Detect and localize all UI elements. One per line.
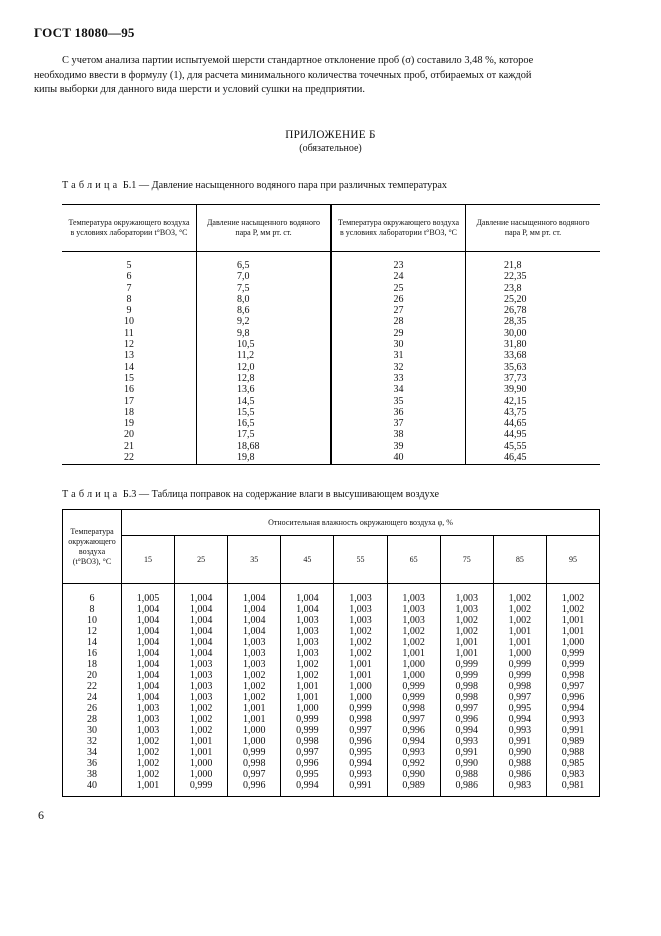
table-b1-cell: 26,78 [504, 305, 527, 317]
table-b3-caption-text: Б.3 — Таблица поправок на содержание влаги в высушивающем воздухе [122, 489, 439, 500]
table-b3-cell: 1,002 [561, 604, 585, 615]
table-b3-cell: 1,003 [189, 681, 213, 692]
table-b1-cell: 12,0 [237, 361, 255, 373]
table-b1-cell: 9,2 [237, 316, 250, 328]
table-b3-cell: 1,004 [136, 615, 160, 626]
table-b3-cell: 1,002 [189, 714, 213, 725]
table-b3-cell: 1,003 [296, 626, 319, 637]
table-b3-cell: 0,988 [508, 758, 532, 769]
table-b3-temp-cell: 12 [87, 626, 97, 637]
table-b1-cell: 11 [124, 327, 134, 339]
table-b1-header-pressure-right: Давление насыщенного водяного пара P, мм рт. ст. [466, 205, 601, 252]
table-b3-cell: 0,990 [402, 769, 425, 780]
table-b3-cell: 0,996 [243, 780, 266, 791]
table-b1-cell: 17 [124, 395, 134, 407]
table-b3-cell: 0,983 [561, 769, 585, 780]
table-b3-cell: 1,000 [402, 659, 425, 670]
table-b1-cell: 44,65 [504, 418, 527, 430]
table-b3-cell: 1,001 [189, 747, 213, 758]
table-b3-cell: 1,002 [136, 736, 160, 747]
table-b3-cell: 0,996 [561, 692, 585, 703]
table-b1-cell: 39 [393, 440, 404, 452]
table-b1-caption-text: Б.1 — Давление насыщенного водяного пара при различных температурах [122, 180, 447, 191]
table-b3-cell: 1,004 [136, 670, 160, 681]
table-b3-cell: 1,002 [243, 670, 266, 681]
table-b3-cell: 0,991 [508, 736, 532, 747]
table-b1-cell: 15,5 [237, 406, 255, 418]
table-b1-cell: 14 [124, 361, 134, 373]
table-b3-cell: 1,000 [561, 637, 585, 648]
table-b3 [62, 509, 600, 797]
table-b3-cell: 1,002 [136, 758, 160, 769]
table-b3-cell: 1,004 [296, 604, 319, 615]
table-b3-column [281, 584, 334, 797]
table-b1-cell: 23,8 [504, 282, 522, 294]
table-b3-cell: 0,994 [349, 758, 372, 769]
table-b3-cell: 1,004 [189, 637, 213, 648]
table-b1-cell: 23 [393, 260, 404, 271]
table-b3-cell: 0,999 [402, 681, 425, 692]
table-b3-cell: 1,002 [136, 747, 160, 758]
table-b3-cell: 1,003 [243, 648, 266, 659]
table-b3-cell: 1,003 [402, 615, 425, 626]
table-b3-humidity-header: 15 [122, 536, 175, 584]
table-b3-cell: 1,004 [136, 604, 160, 615]
table-b3-cell: 1,003 [243, 637, 266, 648]
table-b1-cell: 26 [393, 293, 404, 305]
appendix-title: ПРИЛОЖЕНИЕ Б [285, 129, 376, 141]
table-b3-cell: 0,998 [402, 703, 425, 714]
table-b1-pressure-left [197, 252, 332, 465]
table-b3-cell: 0,990 [508, 747, 532, 758]
table-b1-cell: 29 [393, 327, 404, 339]
table-b3-cell: 1,003 [402, 593, 425, 604]
table-b3-column [493, 584, 546, 797]
table-b1-cell: 7,0 [237, 271, 250, 283]
table-b1-cell: 25 [393, 282, 404, 294]
table-b3-group-header: Относительная влажность окружающего воздуха φ, % [122, 510, 600, 536]
table-b3-cell: 0,999 [296, 725, 319, 736]
table-b3-cell: 0,999 [243, 747, 266, 758]
table-b3-column [546, 584, 599, 797]
table-b3-cell: 1,001 [561, 626, 585, 637]
table-b3-cell: 1,001 [349, 659, 372, 670]
table-b3-cell: 0,995 [349, 747, 372, 758]
table-b1-cell: 39,90 [504, 384, 527, 396]
table-b3-cell: 1,001 [296, 681, 319, 692]
table-b3-cell: 0,994 [402, 736, 425, 747]
table-b3-cell: 0,988 [455, 769, 478, 780]
table-b1-cell: 24 [393, 271, 404, 283]
table-b3-cell: 0,999 [296, 714, 319, 725]
table-b3-cell: 0,996 [402, 725, 425, 736]
table-b3-cell: 1,003 [296, 637, 319, 648]
table-b3-cell: 1,001 [189, 736, 213, 747]
table-b3-temp-cell: 14 [87, 637, 97, 648]
table-b3-cell: 0,997 [561, 681, 585, 692]
intro-line-1: С учетом анализа партии испытуемой шерсти стандартное отклонение проб (σ) составило 3,48 %, которое [62, 55, 534, 66]
table-b1-cell: 42,15 [504, 395, 527, 407]
table-b1-cell: 10 [124, 316, 134, 328]
table-b3-cell: 1,002 [402, 637, 425, 648]
table-b3-cell: 0,996 [296, 758, 319, 769]
table-b3-column [122, 584, 175, 797]
table-b1-cell: 14,5 [237, 395, 255, 407]
table-b3-cell: 1,004 [136, 648, 160, 659]
table-b1-cell: 7,5 [237, 282, 250, 294]
table-b3-cell: 1,000 [189, 769, 213, 780]
table-b3-cell: 1,003 [296, 615, 319, 626]
table-b3-cell: 0,995 [508, 703, 532, 714]
table-b3-cell: 0,999 [189, 780, 213, 791]
table-b3-cell: 1,001 [508, 626, 532, 637]
table-b3-cell: 0,983 [508, 780, 532, 791]
table-b1-cell: 17,5 [237, 429, 255, 441]
table-b3-cell: 0,999 [402, 692, 425, 703]
table-b3-cell: 1,000 [349, 692, 372, 703]
table-b1-cell: 16,5 [237, 418, 255, 430]
table-b3-temp-cell: 10 [87, 615, 97, 626]
table-b3-cell: 0,997 [455, 703, 478, 714]
table-b3-cell: 0,981 [561, 780, 585, 791]
table-b1-cell: 37 [393, 418, 404, 430]
table-b1-cell: 10,5 [237, 339, 255, 351]
table-b3-cell: 1,004 [136, 626, 160, 637]
table-b3-cell: 1,002 [243, 681, 266, 692]
table-b1-cell: 13,6 [237, 384, 255, 396]
table-b3-humidity-header: 65 [387, 536, 440, 584]
table-b1-cell: 8,6 [237, 305, 250, 317]
table-b1-cell: 43,75 [504, 406, 527, 418]
table-b3-cell: 1,002 [243, 692, 266, 703]
table-b3-cell: 1,002 [402, 626, 425, 637]
table-b3-cell: 1,003 [136, 703, 160, 714]
table-b3-cell: 0,997 [402, 714, 425, 725]
table-b3-cell: 1,002 [349, 648, 372, 659]
table-b3-cell: 0,998 [455, 681, 478, 692]
table-b3-cell: 0,991 [349, 780, 372, 791]
table-b3-cell: 1,004 [136, 681, 160, 692]
table-b3-cell: 0,989 [402, 780, 425, 791]
table-b3-cell: 1,001 [349, 670, 372, 681]
table-b3-cell: 0,995 [296, 769, 319, 780]
table-b3-cell: 1,002 [455, 615, 478, 626]
table-b3-cell: 0,993 [561, 714, 585, 725]
table-b3-cell: 1,001 [455, 648, 478, 659]
table-b1-cell: 44,95 [504, 429, 527, 441]
table-b3-cell: 0,989 [561, 736, 585, 747]
table-b1-header-temp-right: Температура окружающего воздуха в условиях лаборатории t°ВОЗ, °C [331, 205, 466, 252]
table-b3-humidity-header: 45 [281, 536, 334, 584]
table-b1-cell: 12,8 [237, 372, 255, 384]
table-b3-cell: 1,002 [508, 593, 532, 604]
table-b1-cell: 21,8 [504, 260, 522, 271]
table-b3-cell: 0,998 [296, 736, 319, 747]
table-b3-cell: 1,002 [349, 637, 372, 648]
table-b3-cell: 0,996 [349, 736, 372, 747]
table-b3-humidity-header: 95 [546, 536, 599, 584]
table-b3-cell: 0,998 [243, 758, 266, 769]
table-b3-cell: 1,003 [402, 604, 425, 615]
table-b3-cell: 0,994 [508, 714, 532, 725]
table-b3-cell: 0,997 [349, 725, 372, 736]
table-b3-temp-cell: 22 [87, 681, 97, 692]
table-b3-column [387, 584, 440, 797]
table-b1-cell: 37,73 [504, 372, 527, 384]
table-b3-cell: 1,001 [136, 780, 160, 791]
table-b3-cell: 1,004 [296, 593, 319, 604]
table-b1-cell: 33,68 [504, 350, 527, 362]
table-b1-cell: 9,8 [237, 327, 250, 339]
table-b3-cell: 1,003 [189, 670, 213, 681]
table-b3-cell: 1,003 [455, 604, 478, 615]
table-b1-cell: 18 [124, 406, 134, 418]
table-b3-cell: 1,000 [349, 681, 372, 692]
table-b3-row-header: Температура окружающего воздуха (t°ВОЗ), °C [63, 510, 122, 584]
table-b1-caption-word: Таблица [62, 180, 121, 191]
table-b3-caption [62, 489, 439, 500]
table-b3-humidity-header: 35 [228, 536, 281, 584]
table-b1-pressure-right [466, 252, 601, 465]
table-b3-cell: 1,002 [296, 659, 319, 670]
table-b3-cell: 1,002 [561, 593, 585, 604]
table-b3-cell: 1,003 [349, 615, 372, 626]
table-b1-cell: 31 [393, 350, 404, 362]
table-b3-humidity-header: 25 [175, 536, 228, 584]
table-b3-cell: 0,993 [455, 736, 478, 747]
table-b3-cell: 1,003 [189, 692, 213, 703]
table-b3-cell: 1,004 [136, 637, 160, 648]
table-b1-cell: 13 [124, 350, 134, 362]
table-b3-cell: 1,004 [243, 615, 266, 626]
table-b3-cell: 1,002 [136, 769, 160, 780]
table-b1-cell: 25,20 [504, 293, 527, 305]
table-b3-cell: 1,003 [243, 659, 266, 670]
table-b1-header-pressure-left: Давление насыщенного водяного пара P, мм рт. ст. [197, 205, 332, 252]
table-b3-cell: 0,999 [455, 670, 478, 681]
table-b3-humidity-header: 85 [493, 536, 546, 584]
table-b3-temp-cell: 28 [87, 714, 97, 725]
table-b3-cell: 0,991 [561, 725, 585, 736]
table-b3-cell: 1,003 [455, 593, 478, 604]
table-b1-cell: 38 [393, 429, 404, 441]
table-b1-cell: 15 [124, 372, 134, 384]
table-b3-temp-cell: 18 [87, 659, 97, 670]
table-b3-cell: 1,003 [136, 714, 160, 725]
table-b3-cell: 0,994 [296, 780, 319, 791]
table-b3-cell: 0,998 [349, 714, 372, 725]
table-b3-cell: 1,004 [243, 626, 266, 637]
table-b1-cell: 20 [124, 429, 134, 441]
table-b3-temp-cell: 32 [87, 736, 97, 747]
table-b3-temp-cell: 20 [87, 670, 97, 681]
table-b3-cell: 1,002 [508, 604, 532, 615]
table-b1-cell: 30 [393, 339, 404, 351]
table-b3-cell: 1,002 [455, 626, 478, 637]
table-b1-cell: 9 [126, 305, 132, 317]
table-b3-cell: 0,986 [508, 769, 532, 780]
table-b1-cell: 46,45 [504, 452, 527, 464]
table-b3-temp-cell: 36 [87, 758, 97, 769]
table-b3-cell: 0,998 [508, 681, 532, 692]
table-b1-cell: 28,35 [504, 316, 527, 328]
table-b1-cell: 5 [126, 260, 132, 271]
table-b3-cell: 1,001 [296, 692, 319, 703]
table-b3-cell: 0,985 [561, 758, 585, 769]
table-b3-cell: 1,004 [136, 659, 160, 670]
intro-line-3: кипы выборки для данного вида шерсти и условий сушки на предприятии. [34, 84, 365, 95]
appendix-subtitle: (обязательное) [299, 143, 362, 154]
table-b3-temp-cell: 16 [87, 648, 97, 659]
table-b3-column [228, 584, 281, 797]
table-b3-cell: 0,999 [455, 659, 478, 670]
table-b3-cell: 1,001 [508, 637, 532, 648]
table-b3-cell: 0,998 [561, 670, 585, 681]
table-b3-cell: 1,001 [561, 615, 585, 626]
table-b1-cell: 11,2 [237, 350, 255, 362]
table-b3-caption-word: Таблица [62, 489, 121, 500]
table-b3-cell: 0,996 [455, 714, 478, 725]
table-b1-cell: 34 [393, 384, 404, 396]
table-b1-cell: 6,5 [237, 260, 250, 271]
table-b1-cell: 16 [124, 384, 134, 396]
table-b1 [62, 204, 600, 462]
table-b3-cell: 0,990 [455, 758, 478, 769]
table-b3-temp-cell: 38 [87, 769, 97, 780]
table-b3-cell: 0,997 [296, 747, 319, 758]
table-b3-cell: 1,003 [136, 725, 160, 736]
table-b3-humidity-header: 55 [334, 536, 387, 584]
table-b3-temps [63, 584, 122, 797]
table-b3-cell: 0,986 [455, 780, 478, 791]
intro-paragraph [34, 54, 602, 98]
doc-title: ГОСТ 18080—95 [34, 25, 135, 40]
table-b3-temp-cell: 26 [87, 703, 97, 714]
table-b3-temp-cell: 8 [89, 604, 95, 615]
table-b3-cell: 1,002 [508, 615, 532, 626]
table-b3-cell: 0,993 [402, 747, 425, 758]
table-b3-cell: 0,992 [402, 758, 425, 769]
table-b3-cell: 1,003 [349, 593, 372, 604]
table-b3-cell: 0,991 [455, 747, 478, 758]
table-b3-cell: 1,004 [243, 604, 266, 615]
table-b3-cell: 1,002 [296, 670, 319, 681]
table-b1-cell: 21 [124, 440, 134, 452]
intro-line-2: необходимо ввести в формулу (1), для расчета минимального количества точечных проб, отбираемых от каждой [34, 69, 532, 81]
table-b1-cell: 12 [124, 339, 134, 351]
table-b3-cell: 1,000 [508, 648, 532, 659]
table-b3-cell: 0,999 [508, 659, 532, 670]
table-b3-cell: 1,004 [136, 692, 160, 703]
table-b3-temp-cell: 30 [87, 725, 97, 736]
table-b1-cell: 22,35 [504, 271, 527, 283]
table-b1-temps-right [331, 252, 466, 465]
table-b1-cell: 27 [393, 305, 404, 317]
table-b1-caption [62, 180, 447, 191]
table-b3-cell: 1,001 [243, 714, 266, 725]
table-b1-cell: 45,55 [504, 440, 527, 452]
table-b3-cell: 0,993 [508, 725, 532, 736]
table-b1-cell: 33 [393, 372, 404, 384]
table-b3-temp-cell: 6 [89, 593, 95, 604]
table-b1-cell: 22 [124, 452, 134, 464]
table-b1-cell: 35,63 [504, 361, 527, 373]
table-b3-cell: 0,993 [349, 769, 372, 780]
table-b3-cell: 1,000 [189, 758, 213, 769]
table-b1-cell: 18,68 [237, 440, 260, 452]
table-b3-cell: 1,000 [243, 725, 266, 736]
table-b3-cell: 1,001 [455, 637, 478, 648]
table-b3-cell: 0,994 [455, 725, 478, 736]
table-b1-cell: 19 [124, 418, 134, 430]
table-b3-cell: 0,999 [349, 703, 372, 714]
page-number: 6 [38, 808, 44, 822]
table-b3-humidity-header: 75 [440, 536, 493, 584]
table-b1-cell: 19,8 [237, 452, 255, 464]
table-b3-cell: 1,003 [349, 604, 372, 615]
table-b3-temp-cell: 24 [87, 692, 97, 703]
table-b3-column [440, 584, 493, 797]
table-b3-cell: 0,999 [508, 670, 532, 681]
table-b1-temps-left [62, 252, 197, 465]
table-b3-cell: 1,004 [189, 626, 213, 637]
table-b3-cell: 1,003 [189, 659, 213, 670]
table-b3-cell: 0,998 [455, 692, 478, 703]
table-b1-cell: 8,0 [237, 293, 250, 305]
table-b1-cell: 40 [393, 452, 404, 464]
table-b3-cell: 1,000 [243, 736, 266, 747]
table-b3-cell: 1,001 [243, 703, 266, 714]
table-b3-cell: 0,997 [508, 692, 532, 703]
table-b3-cell: 0,988 [561, 747, 585, 758]
table-b3-cell: 1,005 [136, 593, 160, 604]
table-b3-cell: 1,000 [402, 670, 425, 681]
table-b3-temp-cell: 34 [87, 747, 97, 758]
table-b3-cell: 0,999 [561, 659, 585, 670]
table-b1-cell: 35 [393, 395, 404, 407]
table-b3-cell: 0,994 [561, 703, 585, 714]
table-b1-cell: 36 [393, 406, 404, 418]
table-b1-cell: 32 [393, 361, 404, 373]
table-b3-cell: 1,004 [189, 648, 213, 659]
table-b3-cell: 1,001 [402, 648, 425, 659]
table-b1-cell: 7 [126, 282, 132, 294]
table-b1-cell: 8 [126, 293, 132, 305]
table-b1-cell: 30,00 [504, 327, 527, 339]
table-b3-column [334, 584, 387, 797]
table-b3-column [175, 584, 228, 797]
table-b3-cell: 1,004 [189, 593, 213, 604]
table-b1-cell: 28 [393, 316, 404, 328]
table-b3-cell: 1,002 [189, 703, 213, 714]
table-b3-cell: 1,002 [189, 725, 213, 736]
table-b1-header-temp-left: Температура окружающего воздуха в условиях лаборатории t°ВОЗ, °C [62, 205, 197, 252]
table-b3-cell: 0,997 [243, 769, 266, 780]
table-b3-cell: 1,000 [296, 703, 319, 714]
table-b3-cell: 1,004 [189, 615, 213, 626]
table-b3-cell: 1,004 [189, 604, 213, 615]
table-b3-temp-cell: 40 [87, 780, 97, 791]
table-b3-cell: 1,002 [349, 626, 372, 637]
table-b1-cell: 6 [126, 271, 132, 283]
table-b3-cell: 0,999 [561, 648, 585, 659]
table-b3-cell: 1,004 [243, 593, 266, 604]
table-b3-cell: 1,003 [296, 648, 319, 659]
table-b1-cell: 31,80 [504, 339, 527, 351]
